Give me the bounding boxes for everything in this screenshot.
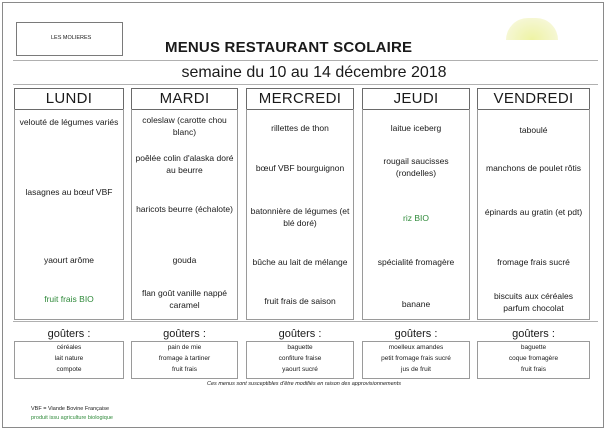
week-title: semaine du 10 au 14 décembre 2018 [181, 64, 447, 81]
gouter-item: baguette [520, 344, 547, 351]
gouter-item: compote [56, 366, 82, 373]
divider-week [13, 84, 598, 85]
menu-dish: batonnière de légumes (et blé doré) [250, 206, 350, 228]
gouter-title: goûters : [278, 328, 322, 340]
school-name: LES MOLIERES [51, 35, 92, 41]
gouter-title: goûters : [163, 328, 206, 340]
day-header-jeudi: JEUDI [362, 88, 470, 110]
gouter-title: goûters : [47, 328, 91, 340]
gouter-item: yaourt sucré [282, 366, 318, 373]
gouter-item: baguette [287, 344, 313, 351]
gouter-item: lait nature [54, 355, 84, 362]
legend [31, 405, 113, 423]
menu-dish: velouté de légumes variés [19, 117, 119, 127]
menu-dish: bœuf VBF bourguignon [255, 163, 345, 173]
divider-top [13, 60, 598, 61]
menu-dish: flan goût vanille nappé caramel [141, 288, 228, 310]
menu-dish: rougail saucisses (rondelles) [383, 156, 449, 178]
day-header-vendredi: VENDREDI [477, 88, 590, 110]
legend-vbf: VBF = Viande Bovine Française [31, 406, 110, 412]
menu-dish: fromage frais sucré [497, 257, 570, 267]
menu-dish: fruit frais de saison [264, 296, 336, 306]
menu-dish: banane [401, 299, 431, 309]
divider-gouters [13, 321, 598, 322]
menu-dish: gouda [172, 255, 197, 265]
menu-dish: lasagnes au bœuf VBF [25, 187, 113, 197]
gouter-item: fruit frais [172, 366, 197, 373]
legend-bio: produit issu agriculture biologique [31, 415, 113, 421]
menu-dish: rillettes de thon [271, 123, 329, 133]
school-name-box [16, 22, 123, 56]
day-header-lundi: LUNDI [14, 88, 124, 110]
menu-dish: spécialité fromagère [377, 257, 455, 267]
menu-dish: haricots beurre (échalote) [136, 204, 233, 214]
gouter-item: céréales [56, 344, 82, 351]
menu-dish: bûche au lait de mélange [252, 257, 348, 267]
menu-dish: yaourt arôme [43, 255, 95, 265]
gouter-item: fruit frais [521, 366, 546, 373]
menu-dish: poêlée colin d'alaska doré au beurre [135, 153, 234, 175]
page-title: MENUS RESTAURANT SCOLAIRE [165, 39, 413, 56]
menu-dish: taboulé [519, 125, 548, 135]
menu-dish: fruit frais BIO [44, 294, 94, 304]
gouter-item: moelleux amandes [388, 344, 444, 351]
menu-dish: laitue iceberg [390, 123, 442, 133]
menu-dish: biscuits aux céréales parfum chocolat [494, 291, 573, 313]
gouter-item: petit fromage frais sucré [381, 355, 451, 362]
gouter-item: pain de mie [167, 344, 202, 351]
gouter-item: jus de fruit [401, 366, 431, 373]
menu-dish: coleslaw (carotte chou blanc) [142, 115, 227, 137]
gouter-item: fromage à tartiner [158, 355, 211, 362]
menu-dish: manchons de poulet rôtis [486, 163, 581, 173]
menu-dish: riz BIO [403, 213, 429, 223]
gouter-item: coque fromagère [508, 355, 559, 362]
day-header-mercredi: MERCREDI [246, 88, 354, 110]
menu-dish: épinards au gratin (et pdt) [484, 207, 583, 217]
gouter-item: confiture fraise [278, 355, 322, 362]
gouter-title: goûters : [512, 328, 555, 340]
gouter-title: goûters : [394, 328, 438, 340]
day-column-lundi [14, 109, 124, 320]
day-header-mardi: MARDI [131, 88, 238, 110]
modification-notice: Ces menus sont susceptibles d'être modifiés en raison des approvisionnements [207, 381, 401, 387]
